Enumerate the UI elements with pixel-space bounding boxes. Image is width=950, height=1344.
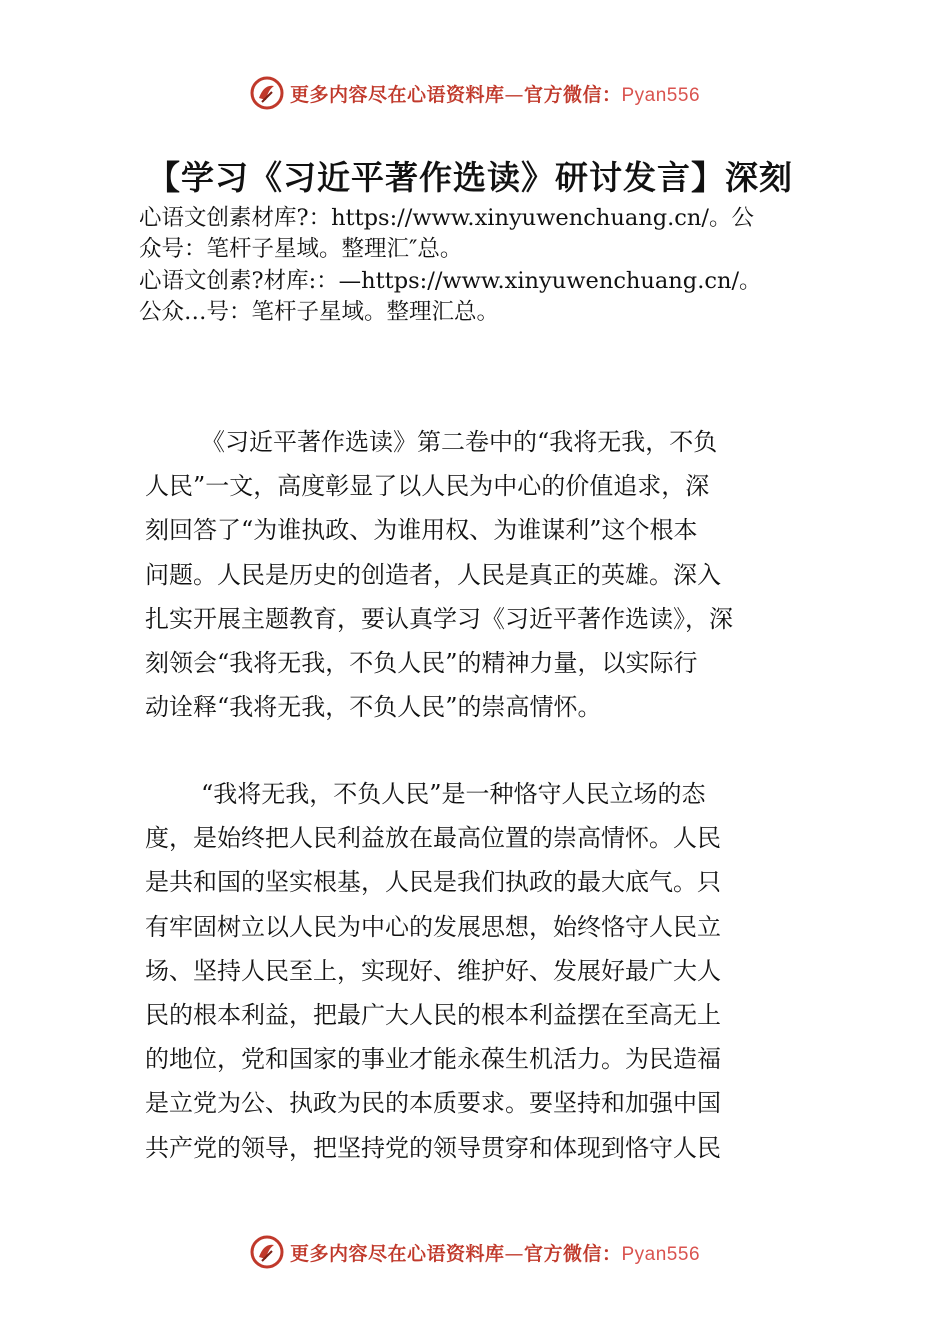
- paragraph-line: 问题。人民是历史的创造者，人民是真正的英雄。深入: [145, 560, 721, 589]
- paragraph-line: 刻领会“我将无我，不负人民”的精神力量，以实际行: [145, 648, 698, 677]
- paragraph-line: 民的根本利益，把最广大人民的根本利益摆在至高无上: [145, 1000, 721, 1029]
- paragraph-line: 是共和国的坚实根基，人民是我们执政的最大底气。只: [145, 868, 721, 897]
- paragraph-line: 是立党为公、执政为民的本质要求。要坚持和加强中国: [145, 1089, 721, 1118]
- document-title: 【学习《习近平著作选读》研讨发言】深刻: [147, 158, 793, 197]
- paragraph-line: 刻回答了“为谁执政、为谁用权、为谁谋利”这个根本: [145, 516, 698, 545]
- logo-icon: [250, 1235, 284, 1269]
- source-line: 公众…号：笔杆子星域。整理汇总。: [139, 299, 500, 325]
- footer-banner: [0, 1232, 950, 1272]
- logo-icon: [250, 76, 284, 110]
- paragraph-line: 《习近平著作选读》第二卷中的“我将无我，不负: [201, 428, 718, 456]
- source-line: 心语文创素?材库:：—https://www.xinyuwenchuang.cn/。: [139, 268, 762, 294]
- banner-text: 更多内容尽在心语资料库—官方微信：Pyan556: [289, 83, 701, 106]
- body-paragraph: [145, 772, 810, 1170]
- paragraph-line: 有牢固树立以人民为中心的发展思想，始终恪守人民立: [145, 912, 721, 941]
- source-line: 众号：笔杆子星域。整理汇″总。: [139, 236, 463, 262]
- paragraph-line: 扎实开展主题教育，要认真学习《习近平著作选读》，深: [145, 604, 733, 633]
- paragraph-line: 人民”一文，高度彰显了以人民为中心的价值追求，深: [145, 472, 710, 501]
- body-paragraph: [145, 420, 810, 729]
- paragraph-line: 的地位，党和国家的事业才能永葆生机活力。为民造福: [145, 1045, 721, 1074]
- paragraph-line: 共产党的领导，把坚持党的领导贯穿和体现到恪守人民: [145, 1133, 721, 1162]
- paragraph-line: “我将无我，不负人民”是一种恪守人民立场的态: [201, 780, 706, 808]
- header-banner: [0, 73, 950, 113]
- paragraph-line: 度，是始终把人民利益放在最高位置的崇高情怀。人民: [145, 824, 721, 853]
- source-line: 心语文创素材库?：https://www.xinyuwenchuang.cn/。公: [139, 205, 754, 231]
- banner-text: 更多内容尽在心语资料库—官方微信：Pyan556: [289, 1242, 701, 1265]
- paragraph-line: 动诠释“我将无我，不负人民”的崇高情怀。: [145, 693, 602, 722]
- paragraph-line: 场、坚持人民至上，实现好、维护好、发展好最广大人: [145, 956, 721, 985]
